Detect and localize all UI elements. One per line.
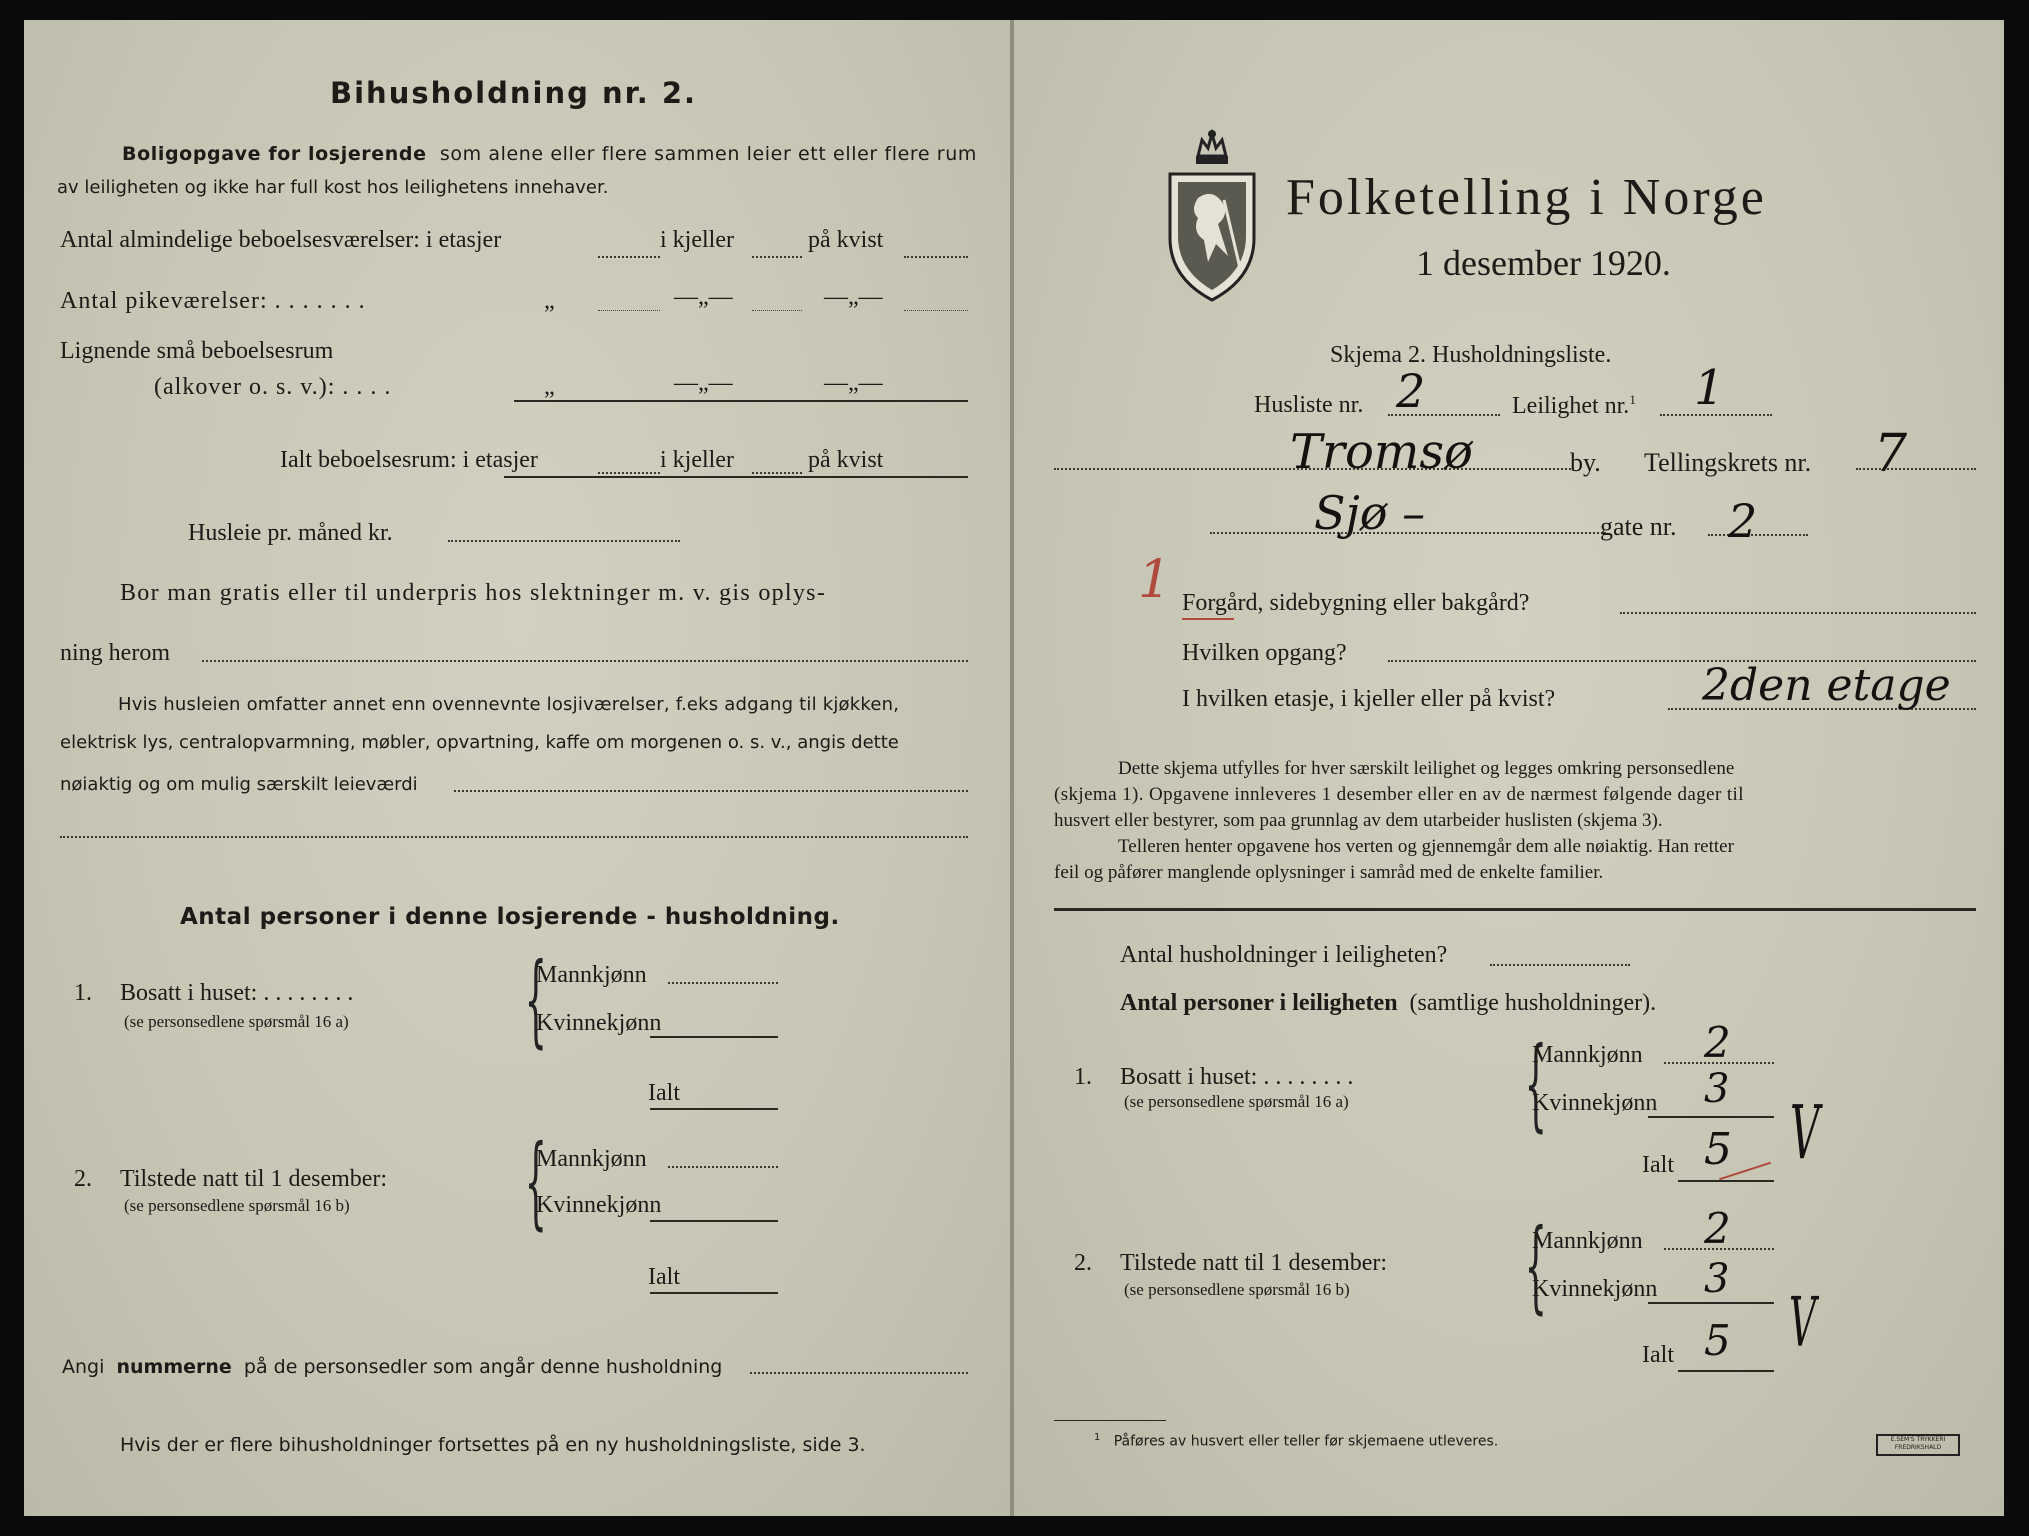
right-q1-mann-label: Mannkjønn bbox=[1532, 1042, 1643, 1068]
info-divider bbox=[1054, 908, 1976, 911]
bor-man-field[interactable] bbox=[202, 660, 968, 662]
left-q2-num: 2. bbox=[74, 1166, 92, 1192]
intro-line-2: av leiligheten og ikke har full kost hos leilighetens innehaver. bbox=[57, 177, 609, 198]
hvis-line-3: nøiaktig og om mulig særskilt leieværdi bbox=[60, 774, 418, 795]
left-q2-label: Tilstede natt til 1 desember: bbox=[120, 1166, 388, 1192]
right-q2-kvinne-field[interactable] bbox=[1648, 1302, 1774, 1304]
pike-kvist-field[interactable] bbox=[904, 310, 968, 311]
right-q1-sub: (se personsedlene spørsmål 16 a) bbox=[1124, 1092, 1349, 1111]
right-persons-rest: (samtlige husholdninger). bbox=[1409, 990, 1657, 1016]
angi-word: Angi bbox=[62, 1356, 105, 1378]
alk-ditto-1: „ bbox=[544, 374, 555, 400]
left-q1-brace: { bbox=[524, 941, 547, 1058]
right-page bbox=[1014, 20, 2004, 1516]
forgard-underline bbox=[1182, 618, 1234, 620]
alk-ditto-3: —„— bbox=[824, 370, 883, 396]
left-q2-sub: (se personsedlene spørsmål 16 b) bbox=[124, 1196, 350, 1215]
husholdninger-field[interactable] bbox=[1490, 964, 1630, 966]
krets-value: 7 bbox=[1874, 424, 1908, 484]
ialt-rooms-label: Ialt beboelsesrum: i etasjer bbox=[280, 447, 538, 473]
right-persons-title bbox=[1120, 990, 1656, 1017]
right-persons-bold: Antal personer i leiligheten bbox=[1120, 990, 1398, 1016]
info-line-1: Dette skjema utfylles for hver særskilt leilighet og legges omkring personsedlene bbox=[1118, 758, 1735, 779]
angi-line bbox=[62, 1356, 722, 1378]
left-q1-kvinne-label: Kvinnekjønn bbox=[536, 1010, 662, 1036]
alk-field[interactable] bbox=[514, 400, 968, 402]
left-q1-mann-field[interactable] bbox=[668, 982, 778, 984]
left-q1-sub: (se personsedlene spørsmål 16 a) bbox=[124, 1012, 349, 1031]
rooms-kvist-label: på kvist bbox=[808, 227, 884, 253]
right-q2-mann-value: 2 bbox=[1704, 1204, 1731, 1253]
leilighet-sup: 1 bbox=[1629, 392, 1636, 407]
bor-man-line-1: Bor man gratis eller til underpris hos slektninger m. v. gis oplys- bbox=[120, 580, 827, 606]
hvis-field-2[interactable] bbox=[60, 836, 968, 838]
skjema-label: Skjema 2. Husholdningsliste. bbox=[1330, 342, 1612, 368]
right-q2-kvinne-label: Kvinnekjønn bbox=[1532, 1276, 1658, 1302]
pike-label: Antal pikeværelser: . . . . . . . bbox=[60, 288, 366, 314]
ialt-kjeller-label: i kjeller bbox=[660, 447, 734, 473]
rooms-kvist-field[interactable] bbox=[904, 256, 968, 258]
right-q1-ialt-label: Ialt bbox=[1642, 1152, 1674, 1178]
alkover-label: (alkover o. s. v.): . . . . bbox=[154, 374, 392, 400]
pike-ditto-1: „ bbox=[544, 288, 555, 314]
pike-ditto-2: —„— bbox=[674, 284, 733, 310]
right-q1-mann-value: 2 bbox=[1704, 1018, 1731, 1067]
right-q1-ialt-value: 5 bbox=[1704, 1124, 1732, 1175]
forgard-field[interactable] bbox=[1620, 612, 1976, 614]
right-q1-kvinne-field[interactable] bbox=[1648, 1116, 1774, 1118]
info-line-2: (skjema 1). Opgavene innleveres 1 desember eller en av de nærmest følgende dager til bbox=[1054, 784, 1744, 805]
hvis-line-2: elektrisk lys, centralopvarmning, møbler, opvartning, kaffe om morgenen o. s. v., angis dette bbox=[60, 732, 899, 753]
lignende-label: Lignende små beboelsesrum bbox=[60, 338, 334, 364]
leilighet-text: Leilighet nr. bbox=[1512, 393, 1630, 419]
right-q1-num: 1. bbox=[1074, 1064, 1092, 1090]
etasje-label: I hvilken etasje, i kjeller eller på kvist? bbox=[1182, 686, 1556, 712]
right-q1-label: Bosatt i huset: . . . . . . . . bbox=[1120, 1064, 1354, 1090]
info-line-3: husvert eller bestyrer, som paa grunnlag av dem utarbeider huslisten (skjema 3). bbox=[1054, 810, 1663, 831]
right-q2-check: V bbox=[1789, 1284, 1817, 1363]
left-q1-num: 1. bbox=[74, 980, 92, 1006]
right-q1-ialt-field[interactable] bbox=[1678, 1180, 1774, 1182]
info-line-4: Telleren henter opgavene hos verten og gjennemgår dem alle nøiaktig. Han retter bbox=[1118, 836, 1734, 857]
forgard-label: Forgård, sidebygning eller bakgård? bbox=[1182, 590, 1530, 616]
right-q2-brace: { bbox=[1524, 1207, 1547, 1324]
rooms-kjeller-field[interactable] bbox=[752, 256, 802, 258]
leilighet-label bbox=[1512, 392, 1636, 420]
husliste-value: 2 bbox=[1396, 364, 1426, 418]
right-q2-ialt-field[interactable] bbox=[1678, 1370, 1774, 1372]
intro-rest: som alene eller flere sammen leier ett eller flere rum bbox=[439, 143, 977, 165]
right-q2-mann-label: Mannkjønn bbox=[1532, 1228, 1643, 1254]
footnote-text: Påføres av husvert eller teller før skjemaene utleveres. bbox=[1113, 1433, 1499, 1450]
left-q1-kvinne-field[interactable] bbox=[650, 1036, 778, 1038]
left-q2-ialt-field[interactable] bbox=[650, 1292, 778, 1294]
right-q2-num: 2. bbox=[1074, 1250, 1092, 1276]
street-value: Sjø – bbox=[1314, 486, 1426, 540]
ialt-rooms-underline bbox=[504, 476, 968, 478]
husholdninger-label: Antal husholdninger i leiligheten? bbox=[1120, 942, 1448, 968]
right-q1-brace: { bbox=[1524, 1025, 1547, 1142]
intro-line-1 bbox=[122, 143, 977, 165]
right-q1-check: V bbox=[1790, 1090, 1820, 1176]
ialt-kjeller-field[interactable] bbox=[752, 472, 802, 474]
angi-rest: på de personsedler som angår denne husholdning bbox=[243, 1356, 723, 1378]
right-q2-kvinne-value: 3 bbox=[1704, 1256, 1730, 1302]
husleie-label: Husleie pr. måned kr. bbox=[188, 520, 393, 546]
footnote-num: 1 bbox=[1094, 1432, 1101, 1443]
pike-ditto-3: —„— bbox=[824, 284, 883, 310]
left-page bbox=[24, 20, 1010, 1516]
left-q1-ialt-label: Ialt bbox=[648, 1080, 680, 1106]
husleie-field[interactable] bbox=[448, 540, 680, 542]
hvis-line-1: Hvis husleien omfatter annet enn ovennevnte losjiværelser, f.eks adgang til kjøkken, bbox=[118, 694, 900, 715]
hvis-field-1[interactable] bbox=[454, 790, 968, 792]
info-line-5: feil og påfører manglende oplysninger i samråd med de enkelte familier. bbox=[1054, 862, 1604, 883]
gate-label: gate nr. bbox=[1600, 512, 1677, 541]
left-q2-kvinne-field[interactable] bbox=[650, 1220, 778, 1222]
intro-bold: Boligopgave for losjerende bbox=[122, 143, 427, 165]
ialt-etasjer-field[interactable] bbox=[598, 472, 660, 474]
leilighet-value: 1 bbox=[1694, 360, 1725, 416]
city-value: Tromsø bbox=[1290, 424, 1473, 480]
gate-value: 2 bbox=[1728, 494, 1758, 548]
right-q1-kvinne-label: Kvinnekjønn bbox=[1532, 1090, 1658, 1116]
left-q1-ialt-field[interactable] bbox=[650, 1108, 778, 1110]
left-q2-brace: { bbox=[524, 1123, 547, 1240]
form-title: Folketelling i Norge bbox=[1286, 169, 1767, 226]
left-q1-mann-label: Mannkjønn bbox=[536, 962, 647, 988]
margin-mark: 1 bbox=[1138, 550, 1172, 610]
footnote-line bbox=[1094, 1432, 1498, 1450]
etasje-value: 2den etage bbox=[1702, 660, 1951, 711]
alk-ditto-2: —„— bbox=[674, 370, 733, 396]
bor-man-line-2: ning herom bbox=[60, 640, 170, 666]
ialt-kvist-label: på kvist bbox=[808, 447, 884, 473]
right-q2-sub: (se personsedlene spørsmål 16 b) bbox=[1124, 1280, 1350, 1299]
left-q2-mann-field[interactable] bbox=[668, 1166, 778, 1168]
angi-bold: nummerne bbox=[116, 1356, 232, 1378]
right-q2-label: Tilstede natt til 1 desember: bbox=[1120, 1250, 1388, 1276]
left-q2-mann-label: Mannkjønn bbox=[536, 1146, 647, 1172]
right-q2-ialt-value: 5 bbox=[1704, 1316, 1731, 1365]
opgang-label: Hvilken opgang? bbox=[1182, 640, 1347, 666]
printer-stamp: E.SEM'S TRYKKERI FREDRIKSHALD bbox=[1876, 1434, 1960, 1456]
pike-etasjer-field[interactable] bbox=[598, 310, 660, 311]
left-persons-title: Antal personer i denne losjerende - husholdning. bbox=[180, 904, 840, 930]
left-q2-ialt-label: Ialt bbox=[648, 1264, 680, 1290]
right-q1-kvinne-value: 3 bbox=[1704, 1066, 1730, 1112]
form-date: 1 desember 1920. bbox=[1416, 243, 1671, 283]
right-q2-ialt-label: Ialt bbox=[1642, 1342, 1674, 1368]
rooms-etasjer-field[interactable] bbox=[598, 256, 660, 258]
left-footer: Hvis der er flere bihusholdninger fortsettes på en ny husholdningsliste, side 3. bbox=[120, 1434, 866, 1456]
left-q2-kvinne-label: Kvinnekjønn bbox=[536, 1192, 662, 1218]
footnote-rule bbox=[1054, 1420, 1166, 1421]
rooms-label: Antal almindelige beboelsesværelser: i etasjer bbox=[60, 227, 502, 253]
left-title: Bihusholdning nr. 2. bbox=[330, 76, 698, 110]
husliste-label: Husliste nr. bbox=[1254, 392, 1364, 418]
rooms-kjeller-label: i kjeller bbox=[660, 227, 734, 253]
krets-label: Tellingskrets nr. bbox=[1644, 448, 1812, 477]
gate-field[interactable] bbox=[1708, 534, 1808, 536]
pike-kjeller-field[interactable] bbox=[752, 310, 802, 311]
coat-of-arms-icon bbox=[1164, 128, 1260, 302]
angi-field[interactable] bbox=[750, 1372, 968, 1374]
left-q1-label: Bosatt i huset: . . . . . . . . bbox=[120, 980, 354, 1006]
by-label: by. bbox=[1570, 448, 1601, 477]
